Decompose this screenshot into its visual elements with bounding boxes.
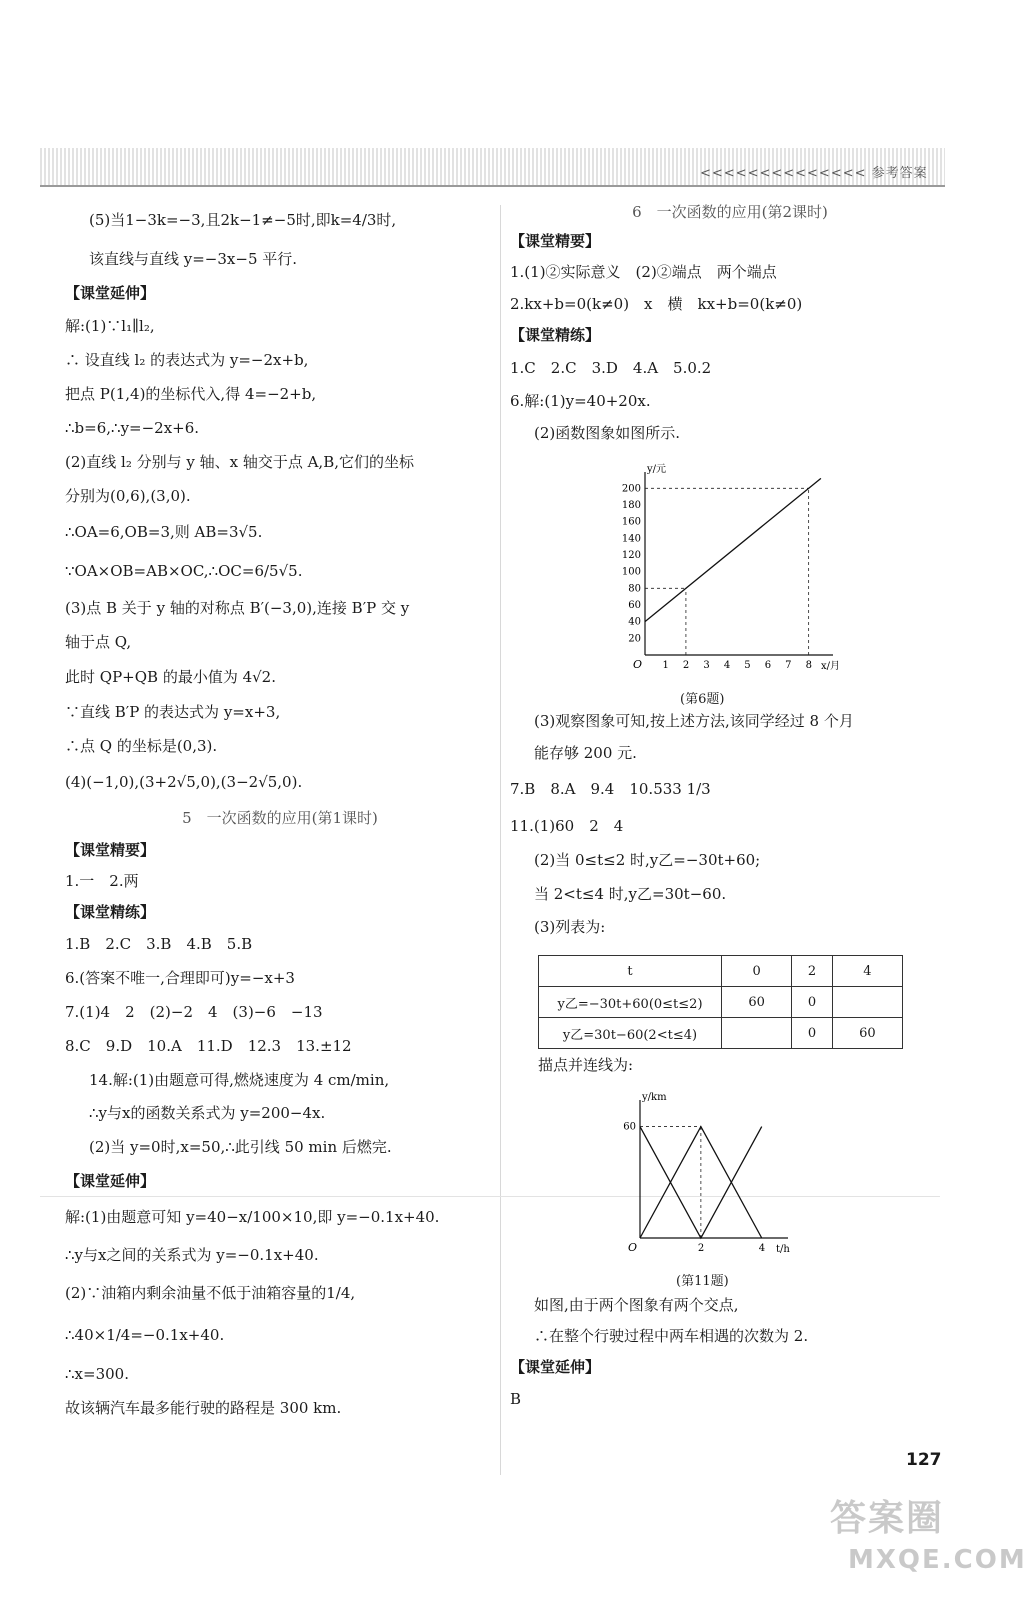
right-column-middle [510, 705, 950, 943]
text-line: 能存够 200 元. [534, 744, 637, 762]
table-cell: y乙=−30t+60(0≤t≤2) [539, 987, 722, 1018]
text-line: 【课堂精要】 [65, 841, 156, 859]
text-line: 分别为(0,6),(3,0). [65, 487, 191, 505]
y-tick-label: 20 [628, 633, 641, 645]
left-column [65, 200, 495, 1425]
text-line: ∴40×1/4=−0.1x+40. [65, 1326, 225, 1344]
text-line: 5 一次函数的应用(第1课时) [182, 809, 378, 827]
right-column-plot-intro [538, 1050, 938, 1081]
text-line: (2)函数图象如图所示. [534, 424, 681, 442]
watermark-logo: 答案圈 [830, 1498, 945, 1539]
y-tick-label: 60 [623, 1121, 636, 1133]
table-cell [832, 987, 902, 1018]
y-tick-label: 120 [621, 550, 641, 561]
text-line: 6 一次函数的应用(第2课时) [632, 203, 828, 221]
right-column-top [510, 198, 950, 450]
table-cell: 0 [792, 1018, 833, 1049]
text-line: 轴于点 Q, [65, 633, 132, 651]
x-tick-label: 8 [805, 660, 813, 671]
x-tick-label: 6 [764, 660, 772, 671]
text-line: (2)∵油箱内剩余油量不低于油箱容量的1/4, [65, 1284, 356, 1302]
y-tick-label: 160 [621, 516, 641, 528]
y-axis-label: y/km [642, 1092, 667, 1103]
text-line: 【课堂延伸】 [65, 1172, 156, 1190]
y-tick-label: 200 [621, 483, 641, 495]
y-tick-label: 100 [621, 566, 641, 578]
x-tick-label: 4 [758, 1243, 766, 1254]
text-line: 【课堂精练】 [510, 326, 601, 344]
table-cell: 4 [832, 956, 902, 987]
header-rule [40, 185, 945, 187]
table-header-row [539, 956, 903, 987]
origin-label: O [633, 658, 643, 671]
y-tick-label: 140 [621, 533, 641, 545]
text-line: 1.B 2.C 3.B 4.B 5.B [65, 935, 253, 953]
column-divider [500, 205, 501, 1475]
series-line [645, 478, 821, 621]
header-label: <<<<<<<<<<<<<< 参考答案 [700, 166, 928, 181]
x-tick-label: 5 [744, 660, 751, 671]
x-tick-label: 1 [662, 660, 669, 671]
text-line: 把点 P(1,4)的坐标代入,得 4=−2+b, [65, 385, 317, 403]
text-line: 如图,由于两个图象有两个交点, [534, 1296, 739, 1314]
text-line: 故该辆汽车最多能行驶的路程是 300 km. [65, 1399, 342, 1417]
text-line: 解:(1)由题意可知 y=40−x/100×10,即 y=−0.1x+40. [65, 1208, 440, 1226]
page-number: 127 [906, 1450, 942, 1470]
text-line: ∴y与x的函数关系式为 y=200−4x. [89, 1104, 326, 1122]
x-tick-label: 2 [682, 660, 690, 671]
text-line: 解:(1)∵l₁∥l₂, [65, 317, 155, 335]
watermark-url: MXQE.COM [848, 1545, 1027, 1575]
text-line: (3)点 B 关于 y 轴的对称点 B′(−3,0),连接 B′P 交 y [65, 599, 410, 617]
text-line: 11.(1)60 2 4 [510, 817, 624, 835]
text-line: 当 2<t≤4 时,y乙=30t−60. [534, 885, 727, 903]
chart-fig11 [612, 1090, 802, 1260]
text-line: 1.(1)②实际意义 (2)②端点 两个端点 [510, 263, 777, 281]
y-axis-label: y/元 [647, 464, 667, 475]
text-line: 8.C 9.D 10.A 11.D 12.3 13.±12 [65, 1037, 352, 1055]
text-line: (5)当1−3k=−3,且2k−1≠−5时,即k=4/3时, [89, 211, 397, 229]
text-line: 描点并连线为: [538, 1056, 634, 1074]
x-tick-label: 2 [697, 1243, 705, 1254]
text-line: 6.(答案不唯一,合理即可)y=−x+3 [65, 969, 295, 987]
x-tick-label: 4 [723, 660, 731, 671]
text-line: ∴在整个行驶过程中两车相遇的次数为 2. [534, 1327, 809, 1345]
origin-label: O [628, 1241, 638, 1254]
text-line: ∴y与x之间的关系式为 y=−0.1x+40. [65, 1246, 319, 1264]
text-line: 6.解:(1)y=40+20x. [510, 392, 651, 410]
table-cell: 0 [722, 956, 792, 987]
table-cell [722, 1018, 792, 1049]
y-tick-label: 180 [621, 500, 641, 511]
x-tick-label: 3 [703, 660, 710, 671]
text-line: 【课堂精练】 [65, 903, 156, 921]
text-line: B [510, 1390, 522, 1408]
x-axis-label: t/h [776, 1244, 790, 1255]
y-tick-label: 40 [628, 616, 641, 628]
y-tick-label: 60 [628, 600, 641, 611]
text-line: 【课堂延伸】 [510, 1358, 601, 1376]
value-table [538, 955, 903, 1049]
text-line: 1.一 2.两 [65, 872, 139, 890]
text-line: 【课堂延伸】 [65, 284, 156, 302]
table-cell: 2 [792, 956, 833, 987]
table-cell: 60 [722, 987, 792, 1018]
text-line: 14.解:(1)由题意可得,燃烧速度为 4 cm/min, [89, 1071, 390, 1089]
text-line: (2)当 0≤t≤2 时,y乙=−30t+60; [534, 851, 761, 869]
text-line: 7.(1)4 2 (2)−2 4 (3)−6 −13 [65, 1003, 323, 1021]
text-line: ∵OA×OB=AB×OC,∴OC=6/5√5. [65, 562, 303, 580]
table-cell: 0 [792, 987, 833, 1018]
text-line: ∴OA=6,OB=3,则 AB=3√5. [65, 523, 263, 541]
text-line: 7.B 8.A 9.4 10.533 1/3 [510, 780, 711, 798]
table-cell: 60 [832, 1018, 902, 1049]
text-line: 该直线与直线 y=−3x−5 平行. [89, 250, 298, 268]
y-tick-label: 80 [628, 583, 641, 595]
table-cell: t [539, 956, 722, 987]
table-row [539, 1018, 903, 1049]
text-line: 1.C 2.C 3.D 4.A 5.0.2 [510, 359, 712, 377]
text-line: (3)观察图象可知,按上述方法,该同学经过 8 个月 [534, 712, 854, 730]
text-line: ∵直线 B′P 的表达式为 y=x+3, [65, 703, 281, 721]
text-line: ∴点 Q 的坐标是(0,3). [65, 737, 218, 755]
caption-fig11: (第11题) [676, 1274, 729, 1289]
chart-fig6 [610, 464, 841, 680]
text-line: 此时 QP+QB 的最小值为 4√2. [65, 668, 276, 686]
table-cell: y乙=30t−60(2<t≤4) [539, 1018, 722, 1049]
text-line: (2)当 y=0时,x=50,∴此引线 50 min 后燃完. [89, 1138, 392, 1156]
text-line: ∴ 设直线 l₂ 的表达式为 y=−2x+b, [65, 351, 309, 369]
caption-fig6: (第6题) [680, 692, 725, 707]
x-axis-label: x/月 [821, 661, 841, 672]
text-line: ∴x=300. [65, 1365, 129, 1383]
text-line: 2.kx+b=0(k≠0) x 横 kx+b=0(k≠0) [510, 295, 803, 313]
text-line: 【课堂精要】 [510, 232, 601, 250]
text-line: ∴b=6,∴y=−2x+6. [65, 419, 200, 437]
right-column-bottom [510, 1290, 950, 1416]
x-tick-label: 7 [785, 660, 792, 671]
text-line: (4)(−1,0),(3+2√5,0),(3−2√5,0). [65, 773, 303, 791]
table-row [539, 987, 903, 1018]
text-line: (2)直线 l₂ 分别与 y 轴、x 轴交于点 A,B,它们的坐标 [65, 453, 414, 471]
text-line: (3)列表为: [534, 918, 606, 936]
